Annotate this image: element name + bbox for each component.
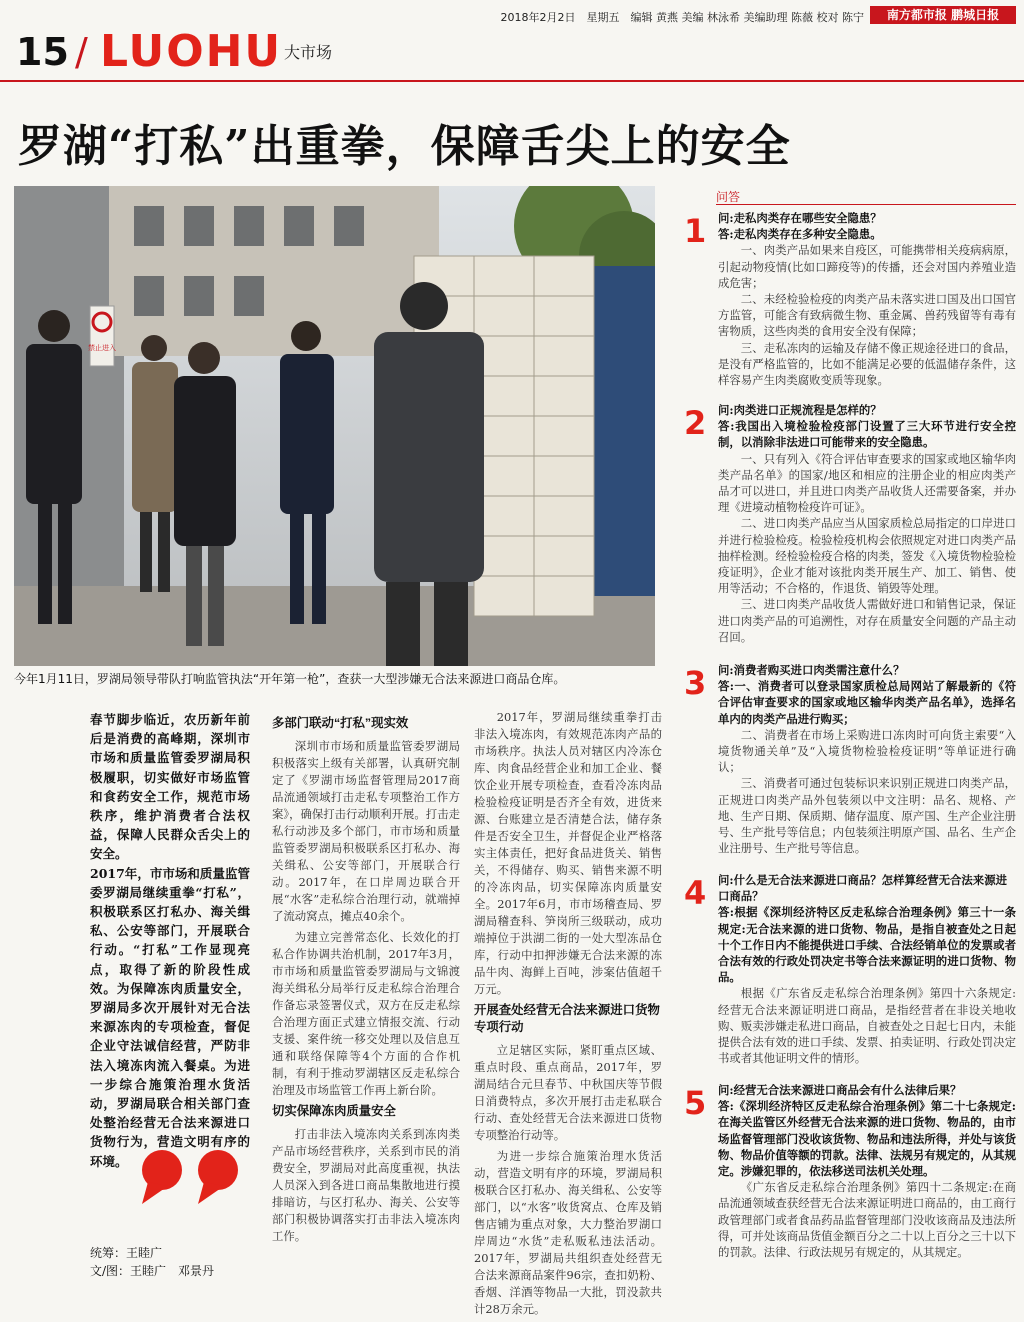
- qa-number: 3: [684, 664, 707, 702]
- qa-item: [684, 662, 1016, 856]
- page-slash: /: [75, 30, 88, 74]
- section-name: LUOHU: [100, 26, 283, 77]
- qa-item: [684, 1082, 1016, 1260]
- article-paragraph: 立足辖区实际，紧盯重点区域、重点时段、重点商品，2017年，罗湖局结合元旦春节、中秋国庆等节假日消费特点，多次开展打击走私联合行动、查处经营无合法来源进口货物专项整治行动等。: [474, 1043, 662, 1142]
- headline: 罗湖“打私”出重拳，保障舌尖上的安全: [18, 121, 791, 172]
- newspaper-logo: 南方都市报 鹏城日报: [870, 6, 1016, 24]
- issue-meta: 2018年2月2日 星期五 编辑 黄燕 美编 林泳希 美编助理 陈薇 校对 陈宁: [500, 11, 864, 24]
- header-rule: [0, 80, 1024, 82]
- qa-number: 2: [684, 404, 707, 442]
- qa-answer: 答:走私肉类存在多种安全隐患。: [718, 227, 882, 242]
- qa-paragraph: 三、走私冻肉的运输及存储不像正规途径进口的食品，是没有严格监管的，比如不能满足必要的低温储存条件，这样容易产生肉类腐败变质等现象。: [718, 340, 1016, 388]
- qa-paragraph: 二、消费者在市场上采购进口冻肉时可向货主索要“入境货物通关单”及“入境货物检验检疫证明”等单证进行确认；: [718, 727, 1016, 775]
- qa-paragraph: 二、未经检验检疫的肉类产品未落实进口国及出口国官方监管，可能含有致病微生物、重金属、兽药残留等有毒有害物质，这些肉类的食用安全没有保障；: [718, 292, 1016, 339]
- page-number: 15: [16, 30, 69, 74]
- credits: [90, 1244, 280, 1280]
- qa-item: [684, 402, 1016, 645]
- section-heading: 多部门联动“打私”现实效: [272, 716, 409, 730]
- qa-paragraph: 一、肉类产品如果来自疫区，可能携带相关疫病病原，引起动物疫情(比如口蹄疫等)的传播，还会对国内养殖业造成危害；: [718, 243, 1016, 290]
- qa-answer: 答:我国出入境检验检疫部门设置了三大环节进行安全控制，以消除非法进口可能带来的安全隐患。: [718, 419, 1016, 450]
- qa-item: [684, 872, 1016, 1066]
- article-column-2: [272, 713, 460, 1249]
- quote-mark-icon: [138, 1148, 248, 1204]
- article-paragraph: 为建立完善常态化、长效化的打私合作协调共治机制，2017年3月，市市场和质量监管委罗湖局与文锦渡海关缉私分局举行反走私综合治理合作备忘录签署仪式，双方在反走私综合治理方面正式建立情报交流、行动支援、案件统一移交处理以及信息互通和联络保障等4个方面的合作机制，有利于推动罗湖辖区反走私综合治理及市场监管工作再上新台阶。: [272, 930, 460, 1097]
- qa-answer: 答:《深圳经济特区反走私综合治理条例》第二十七条规定:在海关监管区外经营无合法来源的进口货物、物品的，由市场监督管理部门没收该货物、物品和违法所得，并处与该货物、物品价值等额的罚款。法律、法规另有规定的，从其规定。涉嫌犯罪的，依法移送司法机关处理。: [718, 1099, 1016, 1179]
- qa-paragraph: 三、消费者可通过包装标识来识别正规进口肉类产品，正规进口肉类产品外包装须以中文注明：品名、规格、产地、生产日期、保质期、储存温度、原产国、生产企业注册号、生产批号等信息；内包装须注明原产国、品名、生产企业注册号、生产批号等信息。: [718, 776, 1016, 856]
- qa-paragraph: 二、进口肉类产品应当从国家质检总局指定的口岸进口并进行检验检疫。检验检疫机构会依照规定对进口肉类产品抽样检测。经检验检疫合格的肉类，签发《入境货物检验检疫证明》，企业才能对该批肉类开展生产、加工、销售、使用等活动；不合格的，作退货、销毁等处理。: [718, 516, 1016, 596]
- article-paragraph: 打击非法入境冻肉关系到冻肉类产品市场经营秩序，关系到市民的消费安全，罗湖局对此高度重视，执法人员深入到各进口商品集散地进行摸排暗访，与区打私办、海关、公安等部门积极协调落实打击非法入境冻肉工作。: [272, 1127, 460, 1243]
- lead-paragraph: 春节脚步临近，农历新年前后是消费的高峰期，深圳市市场和质量监管委罗湖局积极履职，切实做好市场监管和食药安全工作，规范市场秩序，维护消费者合法权益，保障人民群众舌尖上的安全。: [90, 712, 250, 862]
- news-photo: [14, 186, 655, 666]
- qa-section-tag: 问答: [716, 190, 741, 204]
- section-heading: 开展查处经营无合法来源进口货物专项行动: [474, 1003, 660, 1034]
- section-heading: 切实保障冻肉质量安全: [272, 1104, 396, 1118]
- article-paragraph: 为进一步综合施策治理水货活动，营造文明有序的环境，罗湖局积极联合区打私办、海关缉私、公安等部门，以“水客”收货窝点、仓库及销售店铺为重点对象，大力整治罗湖口岸周边“水货”走私贩私违法活动。2017年，罗湖局共组织查处经营无合法来源商品案件96宗，查扣奶粉、香烟、洋酒等物品一大批，罚没款共计28万余元。: [474, 1149, 662, 1316]
- qa-question: 问:经营无合法来源进口商品会有什么法律后果？: [718, 1083, 962, 1097]
- qa-number: 4: [684, 874, 707, 912]
- article-paragraph: 2017年，罗湖局继续重拳打击非法入境冻肉，有效规范冻肉产品的市场秩序。执法人员对辖区内冷冻仓库、肉食品经营企业和加工企业、餐饮企业开展专项检查，查看冷冻肉品检验检疫证明是否齐全有效，进货来源、台账建立是否清楚合法，储存条件是否安全卫生，并督促企业严格落实主体责任，把好食品进货关、销售关，不得储存、购买、销售来源不明的冷冻肉品，切实保障冻肉质量安全。2017年6月，市市场稽查局、罗湖局稽查科、笋岗所三级联动，成功端掉位于洪湖二街的一处大型冻品仓库，行动中扣押涉嫌无合法来源的冻品牛肉、海鲜上百吨，涉案估值超千万元。: [474, 710, 662, 996]
- qa-question: 问:什么是无合法来源进口商品？怎样算经营无合法来源进口商品？: [718, 873, 1007, 904]
- qa-rule: [716, 204, 1016, 205]
- top-bar: [0, 0, 1024, 26]
- qa-question: 问:肉类进口正规流程是怎样的？: [718, 403, 882, 417]
- qa-paragraph: 三、进口肉类产品收货人需做好进口和销售记录，保证进口肉类产品的可追溯性，对存在质量安全问题的产品主动召回。: [718, 597, 1016, 644]
- article-paragraph: 深圳市市场和质量监管委罗湖局积极落实上级有关部署，认真研究制定了《罗湖市场监督管理局2017商品流通领域打击走私专项整治工作方案》，确保打击行动顺利开展。打击走私行动涉及多个部门，市市场和质量监管委罗湖局积极联系区打私办、海关缉私、公安等部门，开展联合行动。2017年，在口岸周边联合开展“水客”走私综合治理行动，就端掉了流动窝点，摊点40余个。: [272, 739, 460, 923]
- lead-column: [90, 710, 250, 1171]
- lead-paragraph: 2017年，市市场和质量监管委罗湖局继续重拳“打私”，积极联系区打私办、海关缉私、公安等部门，开展联合行动。“打私”工作显现亮点，取得了新的阶段性成效。为保障冻肉质量安全，罗湖局多次开展针对无合法来源冻肉的专项检查，督促企业守法诚信经营，严防非法入境冻肉流入餐桌。为进一步综合施策治理水货活动，罗湖局联合相关部门查处整治经营无合法来源进口货物行为，营造文明有序的环境。: [90, 865, 250, 1169]
- credit-author: 文/图：王睦广 邓景丹: [90, 1264, 215, 1278]
- warning-sign-text: 禁止进入: [88, 344, 116, 352]
- subsection-name: 大市场: [284, 43, 333, 62]
- qa-number: 5: [684, 1084, 707, 1122]
- photo-caption: 今年1月11日，罗湖局领导带队打响监管执法“开年第一枪”，查获一大型涉嫌无合法来源进口商品仓库。: [14, 672, 566, 686]
- qa-paragraph: 根据《广东省反走私综合治理条例》第四十六条规定:经营无合法来源证明进口商品，是指经营者在非设关地收购、贩卖涉嫌走私进口商品，自被查处之日起七日内，未能提供合法有效的进口手续、发票、拍卖证明、行政处罚决定书或者其他证明文件的情形。: [718, 986, 1016, 1066]
- photo-illustration: [14, 186, 655, 666]
- qa-question: 问:走私肉类存在哪些安全隐患？: [718, 211, 882, 225]
- credit-coordinator: 统筹：王睦广: [90, 1246, 163, 1260]
- qa-paragraph: 《广东省反走私综合治理条例》第四十二条规定:在商品流通领域查获经营无合法来源证明进口商品的，由工商行政管理部门或者食品药品监督管理部门没收该商品及违法所得，可并处该商品货值金额百分之二十以上百分之三十以下的罚款。法律、行政法规另有规定的，从其规定。: [718, 1180, 1016, 1260]
- qa-question: 问:消费者购买进口肉类需注意什么？: [718, 663, 905, 677]
- qa-item: [684, 210, 1016, 388]
- qa-answer: 答:根据《深圳经济特区反走私综合治理条例》第三十一条规定:无合法来源的进口货物、物品，是指自被查处之日起十个工作日内不能提供进口手续、合法经销单位的发票或者合法有效的行政处罚决定书等合法来源证明的进口货物、物品。: [718, 905, 1016, 985]
- qa-number: 1: [684, 212, 707, 250]
- qa-paragraph: 一、只有列入《符合评估审查要求的国家或地区输华肉类产品名单》的国家/地区和相应的注册企业的相应肉类产品才可以进口，并且进口肉类产品收货人还需要备案，并办理《进境动植物检疫许可证》。: [718, 451, 1016, 515]
- qa-answer: 答:一、消费者可以登录国家质检总局网站了解最新的《符合评估审查要求的国家或地区输华肉类产品名单》，选择名单内的肉类产品进行购买；: [718, 679, 1016, 726]
- article-column-3: [474, 709, 662, 1322]
